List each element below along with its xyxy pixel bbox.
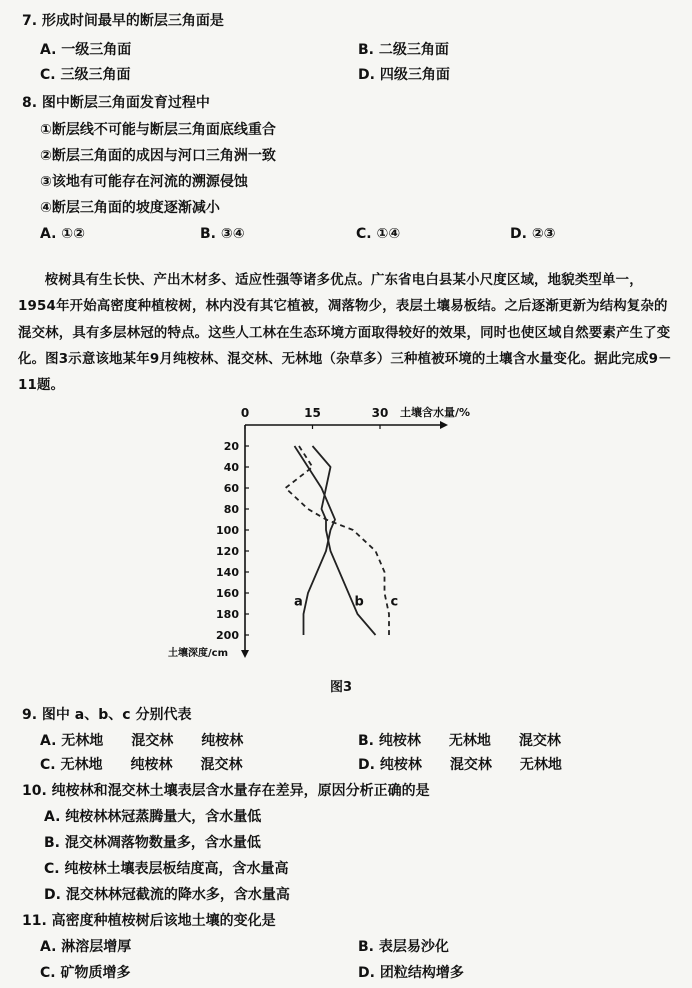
y-tick-label: 180	[216, 608, 239, 621]
q11-option-d: D. 团粒结构增多	[358, 965, 464, 981]
q10-option-c: C. 纯桉林土壤表层板结度高，含水量高	[44, 861, 289, 877]
reading-passage: 桉树具有生长快、产出木材多、适应性强等诸多优点。广东省电白县某小尺度区域，地貌类型单一，1954年开始高密度种植桉树，林内没有其它植被，凋落物少，表层土壤易板结。之后逐渐更新为结构复杂的混交林，具有多层林冠的特点。这些人工林在生态环境方面取得较好的效果，同时也使区域自然要素产生了变化。图3示意该地某年9月纯桉林、混交林、无林地（杂草多）三种植被环境的土壤含水量变化。据此完成9－11题。	[18, 273, 672, 394]
q8-statement-2: ②断层三角面的成因与河口三角洲一致	[40, 148, 276, 164]
series-line-b	[313, 446, 376, 635]
q8-statement-1: ①断层线不可能与断层三角面底线重合	[40, 122, 276, 138]
x-axis-label: 土壤含水量/%	[400, 406, 471, 419]
x-tick-label: 0	[240, 406, 250, 420]
y-tick-label: 100	[216, 524, 239, 537]
series-label-c: c	[390, 594, 399, 610]
soil-moisture-chart	[150, 400, 480, 670]
q10-stem: 10. 纯桉林和混交林土壤表层含水量存在差异，原因分析正确的是	[22, 783, 430, 799]
q11-option-c: C. 矿物质增多	[40, 965, 131, 981]
series-label-a: a	[294, 594, 303, 610]
q8-option-a: A. ①②	[40, 226, 85, 242]
y-tick-label: 120	[216, 545, 239, 558]
x-tick-label: 15	[304, 406, 321, 420]
q10-option-a: A. 纯桉林林冠蒸腾量大，含水量低	[44, 809, 262, 825]
q9-option-b: B. 纯桉林 无林地 混交林	[358, 733, 561, 749]
q11-stem: 11. 高密度种植桉树后该地土壤的变化是	[22, 913, 276, 929]
q7-option-b: B. 二级三角面	[358, 42, 449, 58]
y-tick-label: 60	[223, 482, 239, 495]
y-tick-label: 140	[216, 566, 239, 579]
x-axis-arrow	[440, 421, 448, 429]
q8-option-b: B. ③④	[200, 226, 245, 242]
q8-statement-4: ④断层三角面的坡度逐渐减小	[40, 200, 220, 216]
figure-caption: 图3	[330, 680, 353, 695]
q7-stem: 7. 形成时间最早的断层三角面是	[22, 13, 224, 29]
y-tick-label: 80	[223, 503, 239, 516]
y-tick-label: 200	[216, 629, 239, 642]
q10-option-b: B. 混交林凋落物数量多，含水量低	[44, 835, 261, 851]
y-tick-label: 40	[223, 461, 239, 474]
y-axis-arrow	[241, 650, 249, 658]
q7-option-c: C. 三级三角面	[40, 67, 131, 83]
y-tick-label: 20	[223, 440, 239, 453]
q11-option-a: A. 淋溶层增厚	[40, 939, 132, 955]
q9-option-d: D. 纯桉林 混交林 无林地	[358, 757, 562, 773]
q8-option-c: C. ①④	[356, 226, 401, 242]
series-label-b: b	[354, 594, 364, 610]
q9-option-c: C. 无林地 纯桉林 混交林	[40, 757, 243, 773]
q7-option-d: D. 四级三角面	[358, 67, 450, 83]
q9-stem: 9. 图中 a、b、c 分别代表	[22, 707, 192, 723]
q8-statement-3: ③该地有可能存在河流的溯源侵蚀	[40, 174, 248, 190]
q8-option-d: D. ②③	[510, 226, 556, 242]
q11-option-b: B. 表层易沙化	[358, 939, 449, 955]
q10-option-d: D. 混交林林冠截流的降水多，含水量高	[44, 887, 290, 903]
q8-stem: 8. 图中断层三角面发育过程中	[22, 95, 210, 111]
x-tick-label: 30	[371, 406, 389, 420]
q9-option-a: A. 无林地 混交林 纯桉林	[40, 733, 244, 749]
y-axis-label: 土壤深度/cm	[168, 648, 228, 659]
y-tick-label: 160	[216, 587, 239, 600]
q7-option-a: A. 一级三角面	[40, 42, 132, 58]
